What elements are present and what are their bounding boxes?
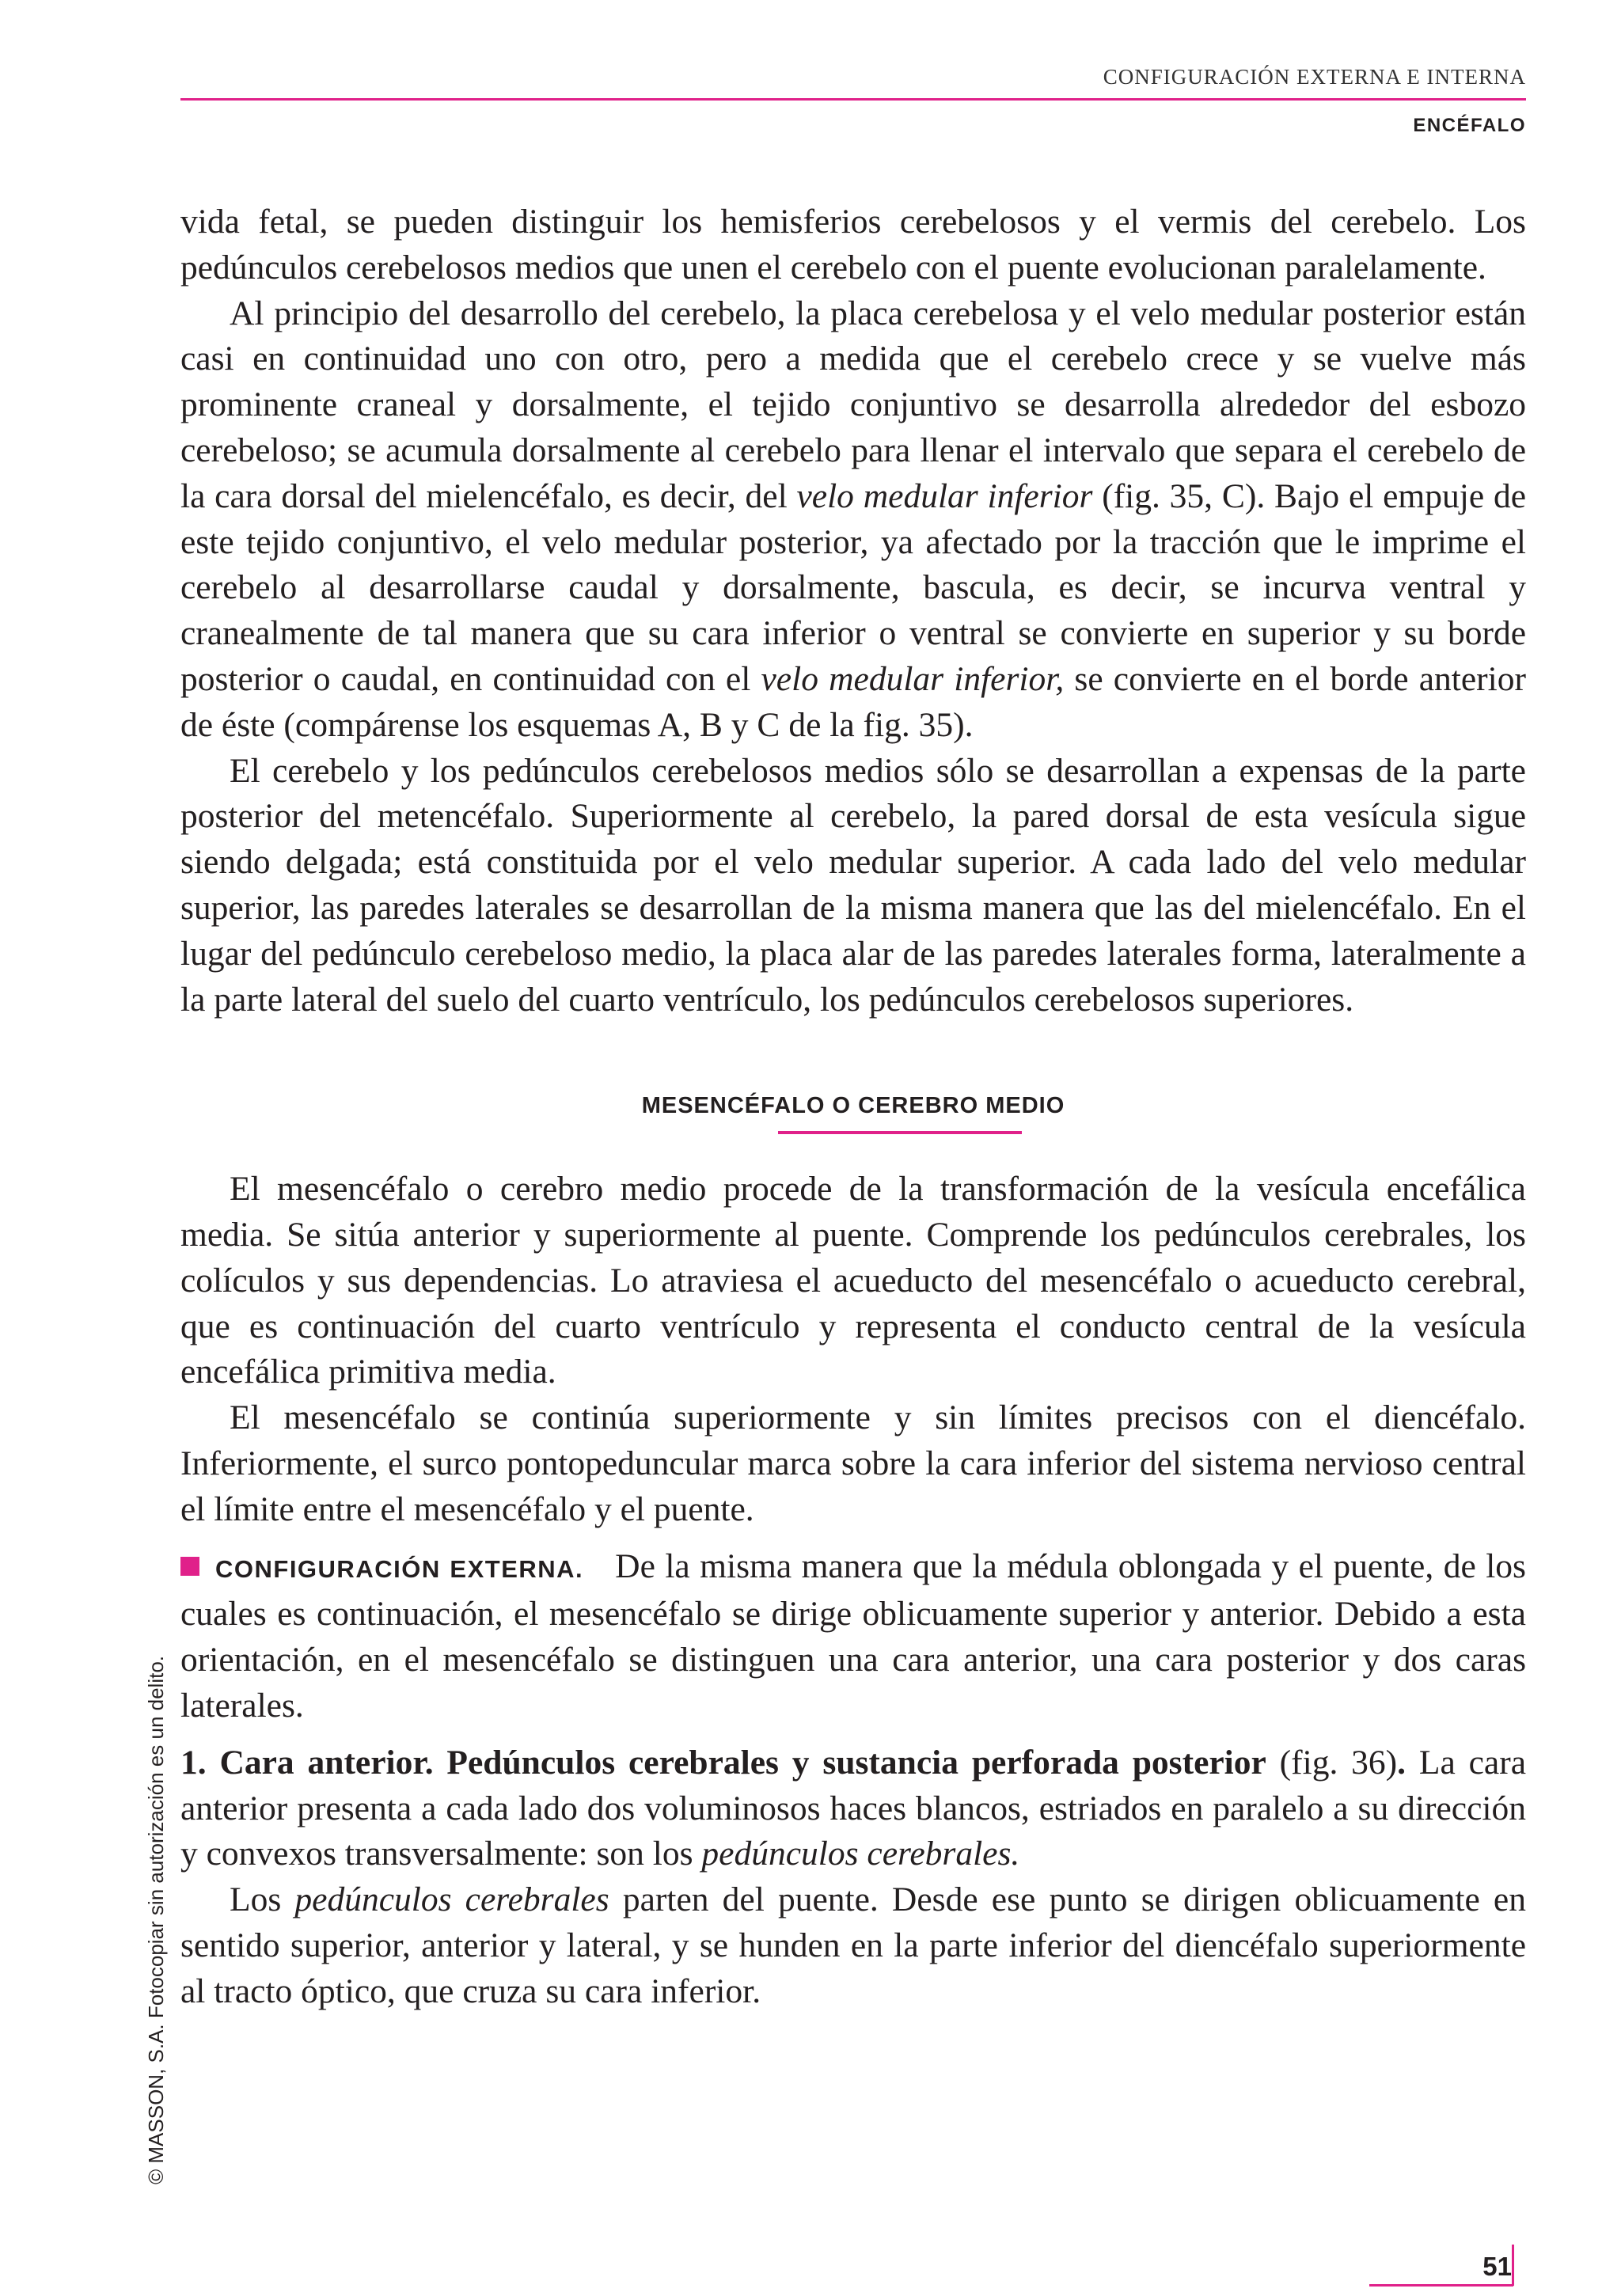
paragraph: vida fetal, se pueden distinguir los hemisferios cerebelosos y el vermis del cerebelo. Los pedúnculos cerebelosos medios que unen el cerebelo con el puente evolucionan paralelamente. (180, 203, 1526, 287)
italic-term: pedúnculos cerebrales. (701, 1835, 1020, 1873)
italic-term: pedúnculos cerebrales (294, 1880, 609, 1919)
spacer (180, 1729, 1526, 1740)
paragraph (180, 291, 1526, 749)
header-rule (180, 98, 1526, 101)
text-run: De la misma manera que la médula oblongada y el puente, de los cuales es continuación, el mesencéfalo se dirige oblicuamente superior y anterior. Debido a esta orientación, en el mesencéfalo se distinguen una cara anterior, una cara posterior y dos caras laterales. (180, 1546, 1526, 1725)
page-number-bar (1512, 2245, 1514, 2286)
paragraph (180, 1740, 1526, 1877)
paragraph: El cerebelo y los pedúnculos cerebelosos medios sólo se desarrollan a expensas de la parte posterior del metencéfalo. Superiormente al cerebelo, la pared dorsal de esta vesícula sigue siendo delgada; está constituida por el velo medular superior. A cada lado del velo medular superior, las paredes laterales se desarrollan de la misma manera que las del mielencéfalo. En el lugar del pedúnculo cerebeloso medio, la placa alar de las paredes laterales forma, lateralmente a la parte lateral del suelo del cuarto ventrículo, los pedúnculos cerebelosos superiores. (180, 751, 1526, 1019)
figure-reference: (fig. 36) (1266, 1743, 1398, 1782)
running-header-title: CONFIGURACIÓN EXTERNA E INTERNA (1103, 65, 1526, 89)
italic-term: velo medular inferior (796, 476, 1093, 515)
page-number-rule (1369, 2284, 1513, 2287)
heading-underline (778, 1131, 1022, 1134)
section-heading-wrap (180, 1080, 1526, 1125)
italic-term: velo medular inferior, (761, 659, 1065, 698)
text-run: (fig. 35, C). Bajo el empuje de este tejido conjuntivo, el velo medular posterior, ya afectado por la tracción que le imprime el cerebelo al desarrollarse caudal y dorsalmente, bascula, es decir, se incurva ventral y cranealmente de tal manera que su cara inferior o ventral se convierte en superior y su borde posterior o caudal, en continuidad con el (180, 476, 1526, 698)
bold-period: . (1397, 1743, 1407, 1782)
subsection-label: CONFIGURACIÓN EXTERNA. (215, 1554, 584, 1583)
paragraph (180, 1877, 1526, 2014)
text-run: Los (230, 1880, 295, 1919)
page-content (180, 199, 1526, 2014)
text-run: La cara anterior presenta a cada lado dos voluminosos haces blancos, estriados en paralelo a su dirección y convexos transversalmente: son los (180, 1743, 1526, 1873)
running-header-subtitle: ENCÉFALO (1413, 115, 1526, 136)
paragraph (180, 1544, 1526, 1729)
spacer (180, 1533, 1526, 1544)
page-number: 51 (1482, 2252, 1512, 2281)
text-run: se convierte en el borde anterior de éste (compárense los esquemas A, B y C de la fig. 35). (180, 659, 1526, 744)
bold-lead: 1. Cara anterior. Pedúnculos cerebrales y sustancia perforada posterior (180, 1743, 1266, 1782)
text-run: Al principio del desarrollo del cerebelo, la placa cerebelosa y el velo medular posterior están casi en continuidad uno con otro, pero a medida que el cerebelo crece y se vuelve más prominente craneal y dorsalmente, el tejido conjuntivo se desarrolla alrededor del esbozo cerebeloso; se acumula dorsalmente al cerebelo para llenar el intervalo que separa el cerebelo de la cara dorsal del mielencéfalo, es decir, del (180, 294, 1526, 515)
copyright-side-note: © MASSON, S.A. Fotocopiar sin autorización es un delito. (144, 1655, 168, 2184)
paragraph: El mesencéfalo o cerebro medio procede de la transformación de la vesícula encefálica media. Se sitúa anterior y superiormente al puente. Comprende los pedúnculos cerebrales, los colículos y sus dependencias. Lo atraviesa el acueducto del mesencéfalo o acueducto cerebral, que es continuación del cuarto ventrículo y representa el conducto central de la vesícula encefálica primitiva media. (180, 1170, 1526, 1391)
section-heading (642, 1090, 1065, 1121)
section-heading-text: MESENCÉFALO O CEREBRO MEDIO (641, 1093, 1065, 1119)
bullet-square-icon (180, 1557, 199, 1576)
paragraph: El mesencéfalo se continúa superiormente y sin límites precisos con el diencéfalo. Inferiormente, el surco pontopeduncular marca sobre la cara inferior del sistema nervioso central el límite entre el mesencéfalo y el puente. (180, 1398, 1526, 1528)
text-run: parten del puente. Desde ese punto se dirigen oblicuamente en sentido superior, anterior y lateral, y se hunden en la parte inferior del diencéfalo superiormente al tracto óptico, que cruza su cara inferior. (180, 1880, 1526, 2010)
